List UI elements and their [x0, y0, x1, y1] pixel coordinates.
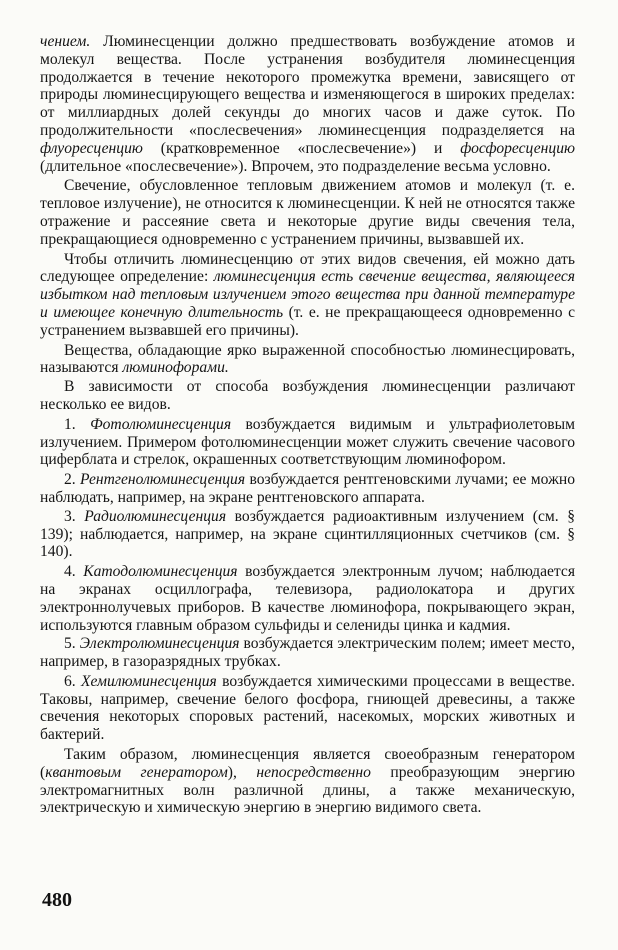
paragraph-types-intro: В зависимости от способа возбуждения люминесценции различают несколько ее видов. [40, 378, 575, 413]
paragraph-conclusion: Таким образом, люминесценция является своеобразным генератором (квантовым генератором), непосредственно преобразующим энергию электромагнитных волн различной длины, а также механическую, электрическую и химическую энергию в энергию видимого света. [40, 746, 575, 817]
paragraph-type-2: 2. Рентгенолюминесценция возбуждается рентгеновскими лучами; ее можно наблюдать, например, на экране рентгеновского аппарата. [40, 471, 575, 506]
paragraph-type-4: 4. Катодолюминесценция возбуждается электронным лучом; наблюдается на экранах осциллографа, телевизора, радиолокатора и других электроннолучевых приборов. В качестве люминофора, покрывающего экран, используются главным образом сульфиды и селениды цинка и кадмия. [40, 563, 576, 634]
paragraph-type-1: 1. Фотолюминесценция возбуждается видимым и ультрафиолетовым излучением. Примером фотолюминесценции может служить свечение часового циферблата и стрелок, окрашенных соответствующим люминофором. [40, 415, 575, 469]
page-number: 480 [42, 889, 72, 911]
paragraph-type-3: 3. Радиолюминесценция возбуждается радиоактивным излучением (см. § 139); наблюдается, например, на экране сцинтилляционных счетчиков (см. § 140). [40, 507, 576, 561]
paragraph-definition: Чтобы отличить люминесценцию от этих видов свечения, ей можно дать следующее определение: люминесценция есть свечение вещества, являющееся избытком над тепловым излучением этого вещества при данной температуре и имеющее конечную длительность (т. е. не прекращающееся одновременно с устранением вызвавшей его причины). [40, 250, 575, 339]
paragraph-thermal: Свечение, обусловленное тепловым движением атомов и молекул (т. е. тепловое излучение), не относится к люминесценции. К ней не относятся также отражение и рассеяние света и некоторые другие виды свечения тела, прекращающиеся одновременно с устранением причины, вызвавшей их. [40, 177, 575, 248]
paragraph-type-5: 5. Электролюминесценция возбуждается электрическим полем; имеет место, например, в газоразрядных трубках. [40, 635, 575, 671]
paragraph-intro: чением. Люминесценции должно предшествовать возбуждение атомов и молекул вещества. После устранения возбудителя люминесценция продолжается в течение некоторого промежутка времени, зависящего от природы люминесцирующего вещества и изменяющегося в широких пределах: от миллиардных долей секунды до многих часов и даже суток. По продолжительности «послесвечения» люминесценция подразделяется на флуоресценцию (кратковременное «послесвечение») и фосфоресценцию (длительное «послесвечение»). Впрочем, это подразделение весьма условно. [40, 33, 575, 175]
paragraph-luminophores: Вещества, обладающие ярко выраженной способностью люминесцировать, называются люминофорами. [40, 341, 575, 377]
body-text [40, 33, 575, 817]
paragraph-type-6: 6. Хемилюминесценция возбуждается химическими процессами в веществе. Таковы, например, свечение белого фосфора, гниющей древесины, а также свечения некоторых споровых растений, насекомых, морских животных и бактерий. [40, 672, 576, 744]
